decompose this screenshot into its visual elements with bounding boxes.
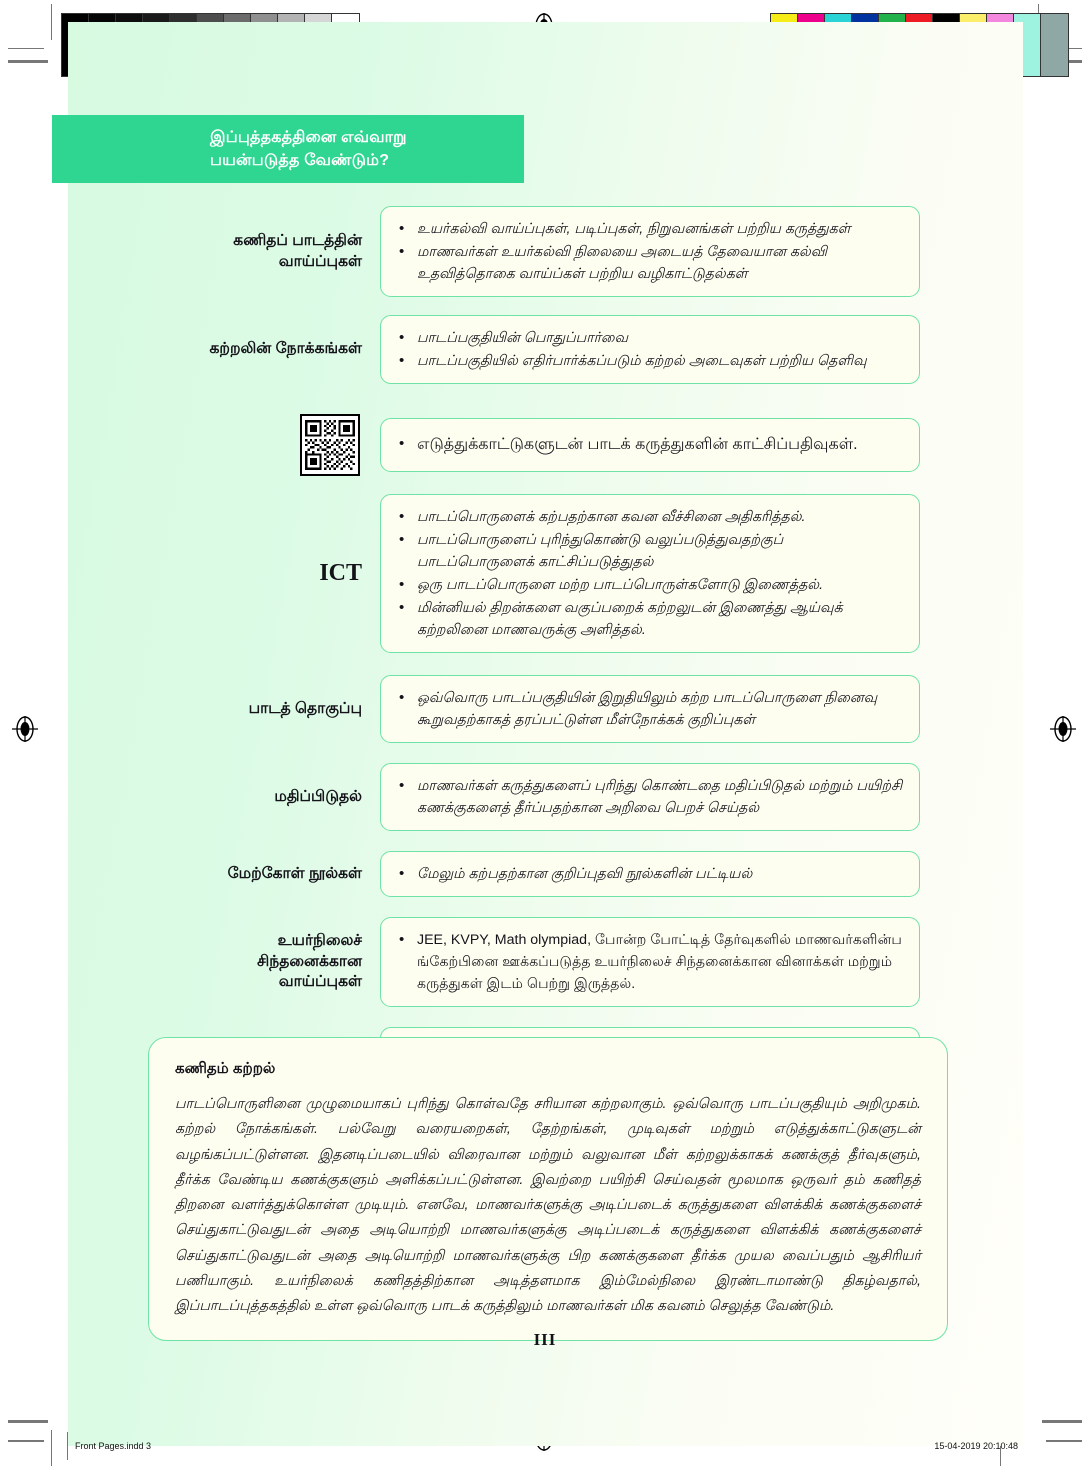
crop-mark-top-left-v <box>51 4 52 40</box>
crop-mark-top-left-h2 <box>8 60 48 63</box>
list-item: • பாடப்பொருளைப் புரிந்துகொண்டு வலுப்படுத்துவதற்குப் பாடப்பொருளைக் காட்சிப்படுத்துதல் <box>395 529 903 573</box>
section-rows <box>0 206 1090 1107</box>
list-item: • ஒரு பாடப்பொருளை மற்ற பாடப்பொருள்களோடு இணைத்தல். <box>395 574 903 596</box>
footer-timestamp: 15-04-2019 20:10:48 <box>934 1441 1018 1451</box>
section-content-box <box>380 418 920 473</box>
page-number: III <box>533 1330 557 1349</box>
list-item: • பாடப்பகுதியின் பொதுப்பார்வை <box>395 327 903 349</box>
crop-mark-bottom-left-h2 <box>8 1440 44 1442</box>
section-content-box <box>380 315 920 384</box>
note-title: கணிதம் கற்றல் <box>175 1060 276 1077</box>
section-row-higher-order-thinking <box>0 917 1090 1007</box>
section-label: மதிப்பிடுதல் <box>274 787 362 805</box>
section-row-learning-objectives <box>0 315 1090 384</box>
section-content-box <box>380 763 920 831</box>
section-content-box <box>380 494 920 653</box>
crop-mark-bottom-left-v <box>51 1430 52 1466</box>
note-body: பாடப்பொருளினை முழுமையாகப் புரிந்து கொள்வதே சரியான கற்றலாகும். ஒவ்வொரு பாடப்பகுதியும் அறிமுகம். கற்றல் நோக்கங்கள். பல்வேறு வரையறைகள், தேற்றங்கள், முடிவுகள் மற்றும் எடுத்துக்காட்டுகளுடன் வழங்கப்பட்டுள்ளன. இதனடிப்படையில் விரைவான மற்றும் வலுவான மீள் கற்றலுக்காகக் கணக்குத் தீர்வுகளும், தீர்க்க வேண்டிய கணக்குகளும் அளிக்கப்பட்டுள்ளன. இவற்றை பயிற்சி செய்வதன் மூலமாக ஒருவர் தம் கணிதத் திறனை வளர்த்துக்கொள்ள முடியும். எனவே, மாணவர்களுக்கு அடிப்படைக் கருத்துகளை விளக்கிக் கணக்குகளைச் செய்துகாட்டுவதுடன் அதை அடியொற்றி மாணவர்களுக்கு அடிப்படைக் கருத்துகளை விளக்கிக் கணக்குகளைச் செய்துகாட்டுவதுடன் அதை அடியொற்றி மாணவர்களுக்கு பிற கணக்குகளை தீர்க்க முயல வைப்பதும் ஆசிரியர் பணியாகும். உயர்நிலைக் கணிதத்திற்கான அடித்தளமாக இம்மேல்நிலை இரண்டாமாண்டு திகழ்வதால், இப்பாடப்புத்தகத்தில் உள்ள ஒவ்வொரு பாடக் கருத்திலும் மாணவர்கள் மிக கவனம் செலுத்த வேண்டும். <box>175 1096 921 1315</box>
section-label: உயர்நிலைச் சிந்தனைக்கான வாய்ப்புகள் <box>257 931 362 991</box>
section-label: பாடத் தொகுப்பு <box>248 699 362 717</box>
banner-title: இப்புத்தகத்தினை எவ்வாறு பயன்படுத்த வேண்டும்? <box>210 128 407 169</box>
section-label: மேற்கோள் நூல்கள் <box>227 864 362 882</box>
color-swatch <box>1041 14 1068 76</box>
section-content-box <box>380 675 920 743</box>
banner-how-to-use-book <box>52 115 524 183</box>
list-item: • JEE, KVPY, Math olympiad, போன்ற போட்டித் தேர்வுகளில் மாணவர்களின்ப ங்கேற்பினை ஊக்கப்படுத்த உயர்நிலைச் சிந்தனைக்கான வினாக்கள் மற்றும் கருத்துகள் இடம் பெற்று இருத்தல். <box>395 929 903 995</box>
crop-mark-bottom-right-h <box>1042 1420 1082 1423</box>
crop-mark-bottom-left-h <box>8 1420 48 1423</box>
list-item: • மேலும் கற்பதற்கான குறிப்புதவி நூல்களின் பட்டியல் <box>395 863 903 885</box>
section-content-box <box>380 851 920 897</box>
section-label: கணிதப் பாடத்தின் வாய்ப்புகள் <box>233 231 362 270</box>
section-content-box <box>380 206 920 297</box>
section-row-references <box>0 851 1090 897</box>
section-label: ICT <box>319 560 362 587</box>
list-item: • உயர்கல்வி வாய்ப்புகள், படிப்புகள், நிறுவனங்கள் பற்றிய கருத்துகள் <box>395 218 903 240</box>
list-item: • மின்னியல் திறன்களை வகுப்பறைக் கற்றலுடன் இணைத்து ஆய்வுக் கற்றலினை மாணவருக்கு அளித்தல். <box>395 597 903 641</box>
list-item: • எடுத்துக்காட்டுகளுடன் பாடக் கருத்துகளின் காட்சிப்பதிவுகள். <box>395 433 903 458</box>
footer-file-name: Front Pages.indd 3 <box>67 1432 151 1460</box>
list-item: • பாடப்பொருளைக் கற்பதற்கான கவன வீச்சினை அதிகரித்தல். <box>395 506 903 528</box>
section-row-higher-education <box>0 206 1090 297</box>
qr-code-icon[interactable] <box>300 414 360 476</box>
crop-mark-bottom-right-h2 <box>1046 1440 1082 1442</box>
crop-mark-top-left-h <box>8 48 44 49</box>
section-row-summary <box>0 675 1090 743</box>
learning-mathematics-note-box <box>148 1037 948 1341</box>
list-item: • மாணவர்கள் கருத்துகளைப் புரிந்து கொண்டதை மதிப்பிடுதல் மற்றும் பயிற்சி கணக்குகளைத் தீர்ப்பதற்கான அறிவை பெறச் செய்தல் <box>395 775 903 819</box>
list-item: • பாடப்பகுதியில் எதிர்பார்க்கப்படும் கற்றல் அடைவுகள் பற்றிய தெளிவு <box>395 350 903 372</box>
section-row-qr-video <box>0 414 1090 476</box>
qr-code-wrapper <box>60 414 380 476</box>
section-label: கற்றலின் நோக்கங்கள் <box>209 340 362 358</box>
list-item: • ஒவ்வொரு பாடப்பகுதியின் இறுதியிலும் கற்ற பாடப்பொருளை நினைவு கூறுவதற்காகத் தரப்பட்டுள்ள மீள்நோக்கக் குறிப்புகள் <box>395 687 903 731</box>
section-row-ict <box>0 494 1090 653</box>
section-content-box <box>380 917 920 1007</box>
section-row-evaluation <box>0 763 1090 831</box>
list-item: • மாணவர்கள் உயர்கல்வி நிலையை அடையத் தேவையான கல்வி உதவித்தொகை வாய்ப்கள் பற்றிய வழிகாட்டுதல்கள் <box>395 241 903 285</box>
